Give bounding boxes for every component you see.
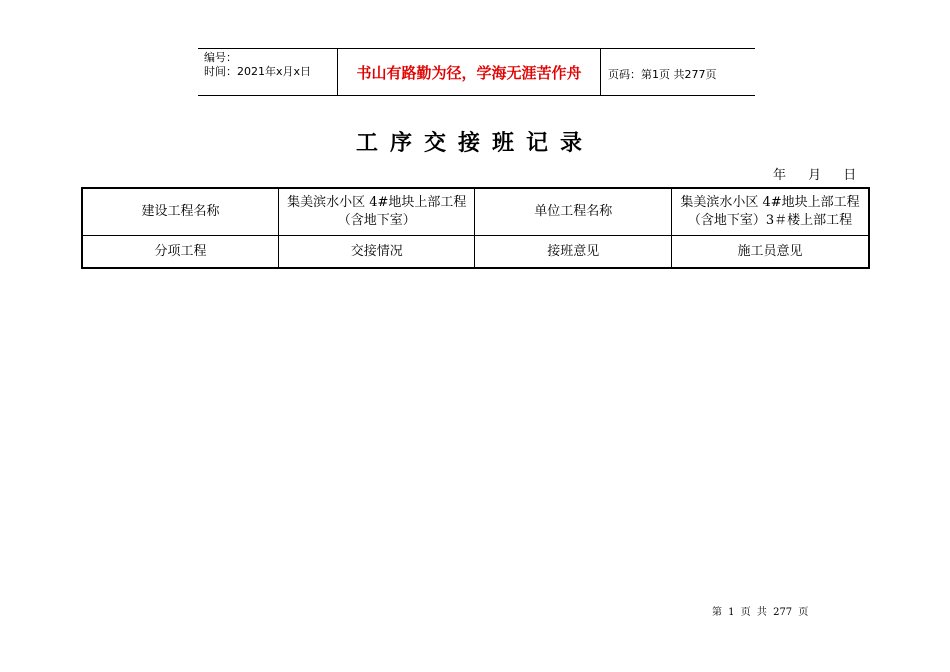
number-label: 编号： (204, 51, 237, 64)
time-label: 时间：2021年x月x日 (204, 65, 312, 78)
unit-project-value: 集美滨水小区 4#地块上部工程（含地下室）3＃楼上部工程 (671, 188, 869, 236)
motto: 书山有路勤为径，学海无涯苦作舟 (337, 48, 601, 96)
project-name-value: 集美滨水小区 4#地块上部工程（含地下室） (278, 188, 475, 236)
constructor-opinion-header: 施工员意见 (671, 236, 869, 269)
unit-project-label: 单位工程名称 (475, 188, 671, 236)
takeover-opinion-header: 接班意见 (475, 236, 671, 269)
page-code: 页码：第1页 共277页 (608, 68, 717, 81)
page-title: 工序交接班记录 (355, 130, 594, 156)
handover-table (81, 187, 870, 269)
date-line: 年 月 日 (773, 168, 857, 183)
handover-status-header: 交接情况 (278, 236, 475, 269)
project-name-label: 建设工程名称 (82, 188, 278, 236)
sub-project-header: 分项工程 (82, 236, 278, 269)
table-row (82, 188, 869, 236)
header-meta (204, 51, 311, 79)
table-row (82, 236, 869, 269)
page-footer: 第 1 页 共 277 页 (712, 607, 809, 618)
document-header (198, 48, 755, 96)
